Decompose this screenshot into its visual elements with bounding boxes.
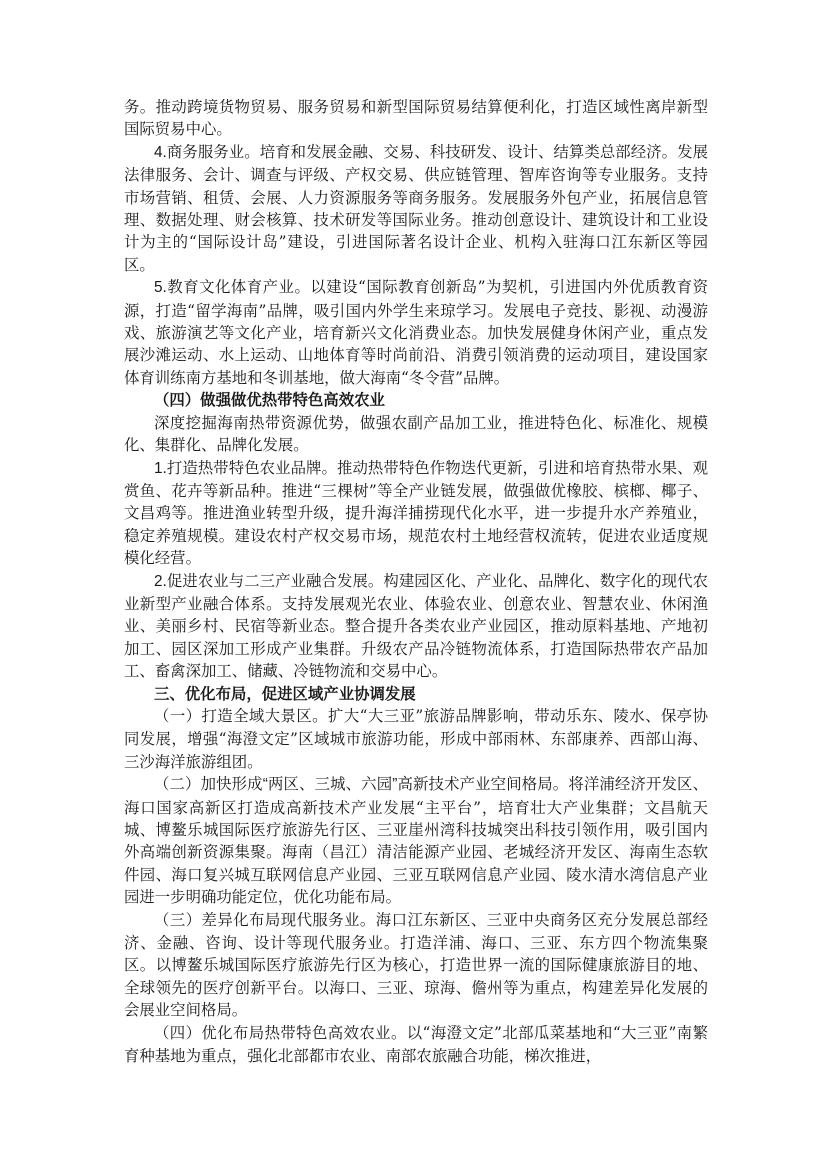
paragraph-trade-continuation: 务。推动跨境货物贸易、服务贸易和新型国际贸易结算便利化，打造区域性离岸新型国际贸易中心。 bbox=[124, 98, 708, 139]
paragraph-text: 扩大“大三亚”旅游品牌影响，带动乐东、陵水、保亭协同发展，增强“海澄文定”区域城市旅游功能，形成中部雨林、东部康养、西部山海、三沙海洋旅游组团。 bbox=[124, 706, 708, 771]
paragraph-hightech-layout bbox=[124, 773, 708, 908]
paragraph-lead: （三）差异化布局现代服务业。 bbox=[154, 911, 376, 929]
paragraph-lead: 4.商务服务业。 bbox=[154, 143, 260, 161]
paragraph-lead: 1.打造热带特色农业品牌。 bbox=[154, 459, 337, 477]
paragraph-scenic-area bbox=[124, 705, 708, 773]
paragraph-text: 培育和发展金融、交易、科技研发、设计、结算类总部经济。发展法律服务、会计、调查与评级、产权交易、供应链管理、智库咨询等专业服务。支持市场营销、租赁、会展、人力资源服务等商务服务。发展服务外包产业，拓展信息管理、数据处理、财会核算、技术研发等国际业务。推动创意设计、建筑设计和工业设计为主的“国际设计岛”建设，引进国际著名设计企业、机构入驻海口江东新区等园区。 bbox=[124, 142, 708, 274]
paragraph-modern-services-layout bbox=[124, 909, 708, 1022]
paragraph-text: 以“海澄文定”北部瓜菜基地和“大三亚”南繁育种基地为重点，强化北部都市农业、南部农旅融合功能，梯次推进， bbox=[124, 1023, 708, 1066]
chapter-heading-layout: 三、优化布局，促进区域产业协调发展 bbox=[154, 684, 416, 703]
paragraph-agriculture-integration bbox=[124, 570, 708, 683]
document-page bbox=[124, 96, 708, 1067]
paragraph-text: 将洋浦经济开发区、海口国家高新区打造成高新技术产业发展“主平台”，培育壮大产业集群；文昌航天城、博鳌乐城国际医疗旅游先行区、三亚崖州湾科技城突出科技引领作用，吸引国内外高端创新资源集聚。海南（昌江）清洁能源产业园、老城经济开发区、海南生态软件园、海口复兴城互联网信息产业园、三亚互联网信息产业园、陵水清水湾信息产业园进一步明确功能定位，优化功能布局。 bbox=[124, 775, 708, 907]
paragraph-text: 构建园区化、产业化、品牌化、数字化的现代农业新型产业融合体系。支持发展观光农业、体验农业、创意农业、智慧农业、休闲渔业、美丽乡村、民宿等新业态。整合提升各类农业产业园区，推动原料基地、产地初加工、园区深加工形成产业集群。升级农产品冷链物流体系，打造国际热带农产品加工、畜禽深加工、储藏、冷链物流和交易中心。 bbox=[124, 571, 708, 681]
paragraph-agriculture-brand bbox=[124, 457, 708, 570]
paragraph-lead: （一）打造全域大景区。 bbox=[154, 707, 328, 725]
paragraph-lead: 5.教育文化体育产业。 bbox=[154, 279, 311, 297]
paragraph-agriculture-layout bbox=[124, 1022, 708, 1068]
paragraph-text: 海口江东新区、三亚中央商务区充分发展总部经济、金融、咨询、设计等现代服务业。打造洋浦、海口、三亚、东方四个物流集聚区。以博鳌乐城国际医疗旅游先行区为核心，打造世界一流的国际健康旅游目的地、全球领先的医疗创新平台。以海口、三亚、琼海、儋州等为重点，构建差异化发展的会展业空间格局。 bbox=[124, 910, 708, 1020]
paragraph-agriculture-intro: 深度挖掘海南热带资源优势，做强农副产品加工业，推进特色化、标准化、规模化、集群化、品牌化发展。 bbox=[124, 413, 708, 455]
paragraph-business-services bbox=[124, 141, 708, 276]
paragraph-text: 以建设“国际教育创新岛”为契机，引进国内外优质教育资源，打造“留学海南”品牌，吸引国内外学生来琼学习。发展电子竞技、影视、动漫游戏、旅游演艺等文化产业，培育新兴文化消费业态。加快发展健身休闲产业，重点发展沙滩运动、水上运动、山地体育等时尚前沿、消费引领消费的运动项目，建设国家体育训练南方基地和冬训基地，做大海南“冬令营”品牌。 bbox=[124, 278, 708, 387]
paragraph-lead: （四）优化布局热带特色高效农业。 bbox=[154, 1024, 407, 1042]
paragraph-lead: （二）加快形成“两区、三城、六园”高新技术产业空间格局。 bbox=[154, 776, 569, 794]
paragraph-lead: 2.促进农业与二三产业融合发展。 bbox=[154, 572, 384, 590]
paragraph-text: 推动热带特色作物迭代更新，引进和培育热带水果、观赏鱼、花卉等新品种。推进“三棵树”等全产业链发展，做强做优橡胶、槟榔、椰子、文昌鸡等。推进渔业转型升级，提升海洋捕捞现代化水平，进一步提升水产养殖业，稳定养殖规模。建设农村产权交易市场，规范农村土地经营权流转，促进农业适度规模化经营。 bbox=[124, 458, 708, 568]
section-heading-agriculture: （四）做强做优热带特色高效农业 bbox=[154, 391, 385, 410]
paragraph-education-culture-sports bbox=[124, 276, 708, 389]
